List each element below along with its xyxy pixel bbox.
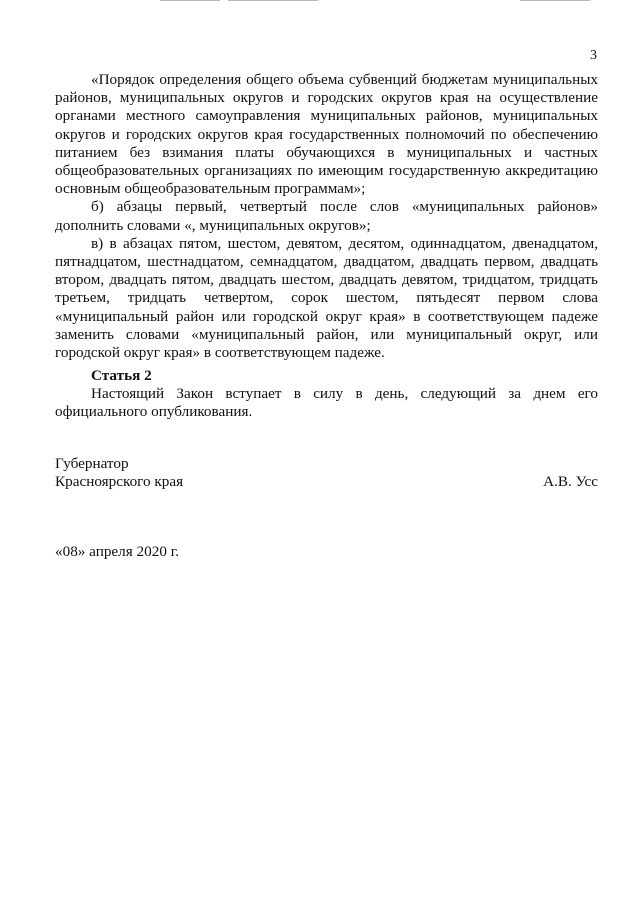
- document-body: [55, 71, 598, 362]
- signature-name: А.В. Усс: [543, 473, 598, 491]
- paragraph-procedure-title: «Порядок определения общего объема субвенций бюджетам муниципальных районов, муниципальных округов и городских округов края на осуществление органами местного самоуправления муниципальных районов, муниципальных округов и городских округов края государственных полномочий по обеспечению питанием без взимания платы обучающихся в муниципальных и частных общеобразовательных организациях по имеющим государственную аккредитацию основным общеобразовательным программам»;: [55, 71, 598, 198]
- document-date: «08» апреля 2020 г.: [55, 543, 180, 560]
- signature-line: [55, 473, 598, 491]
- signature-title-line1: Губернатор: [55, 455, 129, 472]
- paragraph-amendment-v: в) в абзацах пятом, шестом, девятом, десятом, одиннадцатом, двенадцатом, пятнадцатом, шестнадцатом, семнадцатом, двадцатом, двадцать первом, двадцать втором, двадцать пятом, двадцать шестом, двадцать девятом, тридцатом, тридцать третьем, тридцать четвертом, сорок шестом, пятьдесят первом слова «муниципальный район или городской округ края» в соответствующем падеже заменить словами «муниципальный район, или муниципальный округ, или городской округ края» в соответствующем падеже.: [55, 234, 598, 362]
- article-2: [55, 367, 598, 422]
- page-number: 3: [590, 48, 597, 63]
- paragraph-amendment-b: б) абзацы первый, четвертый после слов «муниципальных районов» дополнить словами «, муниципальных округов»;: [55, 198, 598, 234]
- article-heading: Статья 2: [91, 367, 152, 384]
- article-text: Настоящий Закон вступает в силу в день, следующий за днем его официального опубликования.: [55, 385, 598, 421]
- signature-title-line2: Красноярского края: [55, 473, 184, 491]
- scan-edge-artifact: [0, 0, 637, 2]
- signature-block: [55, 455, 598, 491]
